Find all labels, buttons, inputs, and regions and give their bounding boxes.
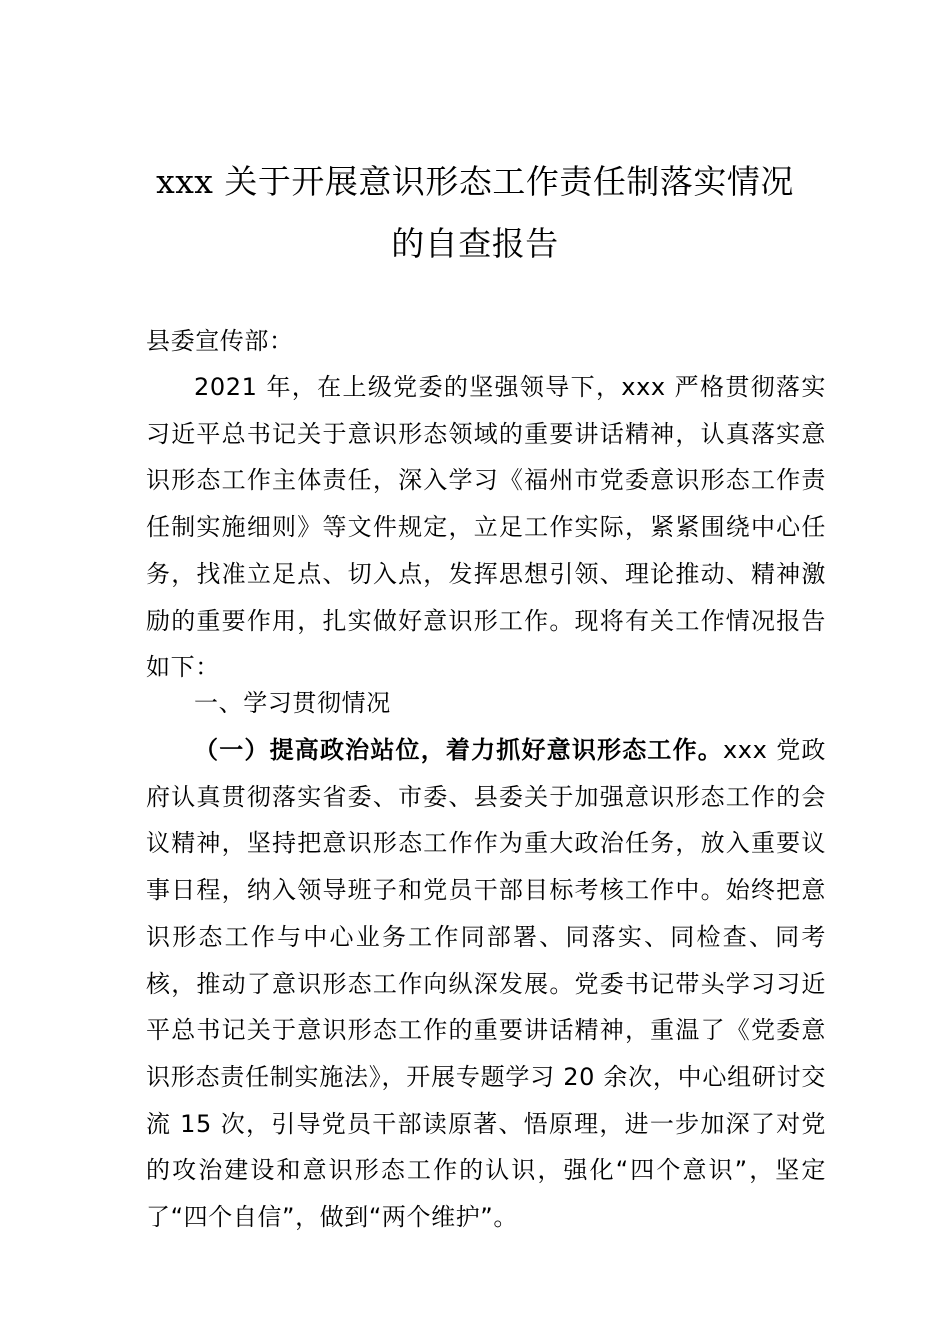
salutation: 县委宣传部： (146, 327, 294, 355)
subsection-1-lead: （一）提高政治站位，着力抓好意识形态工作。 (194, 736, 723, 764)
document-title-line-2: 的自查报告 (391, 224, 559, 263)
subsection-1-body: xxx 党政府认真贯彻落实省委、市委、县委关于加强意识形态工作的会议精神，坚持把意识形态工作作为重大政治任务，放入重要议事日程，纳入领导班子和党员干部目标考核工作中。始终把意识形态工作与中心业务工作同部署、同落实、同检查、同考核，推动了意识形态工作向纵深发展。党委书记带头学习习近平总书记关于意识形态工作的重要讲话精神，重温了《党委意识形态责任制实施法》，开展专题学习 20 余次，中心组研讨交流 15 次，引导党员干部读原著、悟原理，进一步加深了对党的攻治建设和意识形态工作的认识，强化“四个意识”，坚定了“四个自信”，做到“两个维护”。 (146, 736, 826, 1232)
paragraph-intro: 2021 年，在上级党委的坚强领导下，xxx 严格贯彻落实习近平总书记关于意识形态领域的重要讲话精神，认真落实意识形态工作主体责任，深入学习《福州市党委意识形态工作责任制实施细则》等文件规定，立足工作实际，紧紧围绕中心任务，找准立足点、切入点，发挥思想引领、理论推动、精神激励的重要作用，扎实做好意识形工作。现将有关工作情况报告如下： (146, 373, 826, 682)
document-title-line-1: xxx 关于开展意识形态工作责任制落实情况 (156, 162, 794, 201)
paragraph-subsection-1 (146, 727, 826, 1241)
section-heading-study: 一、学习贯彻情况 (194, 689, 391, 717)
